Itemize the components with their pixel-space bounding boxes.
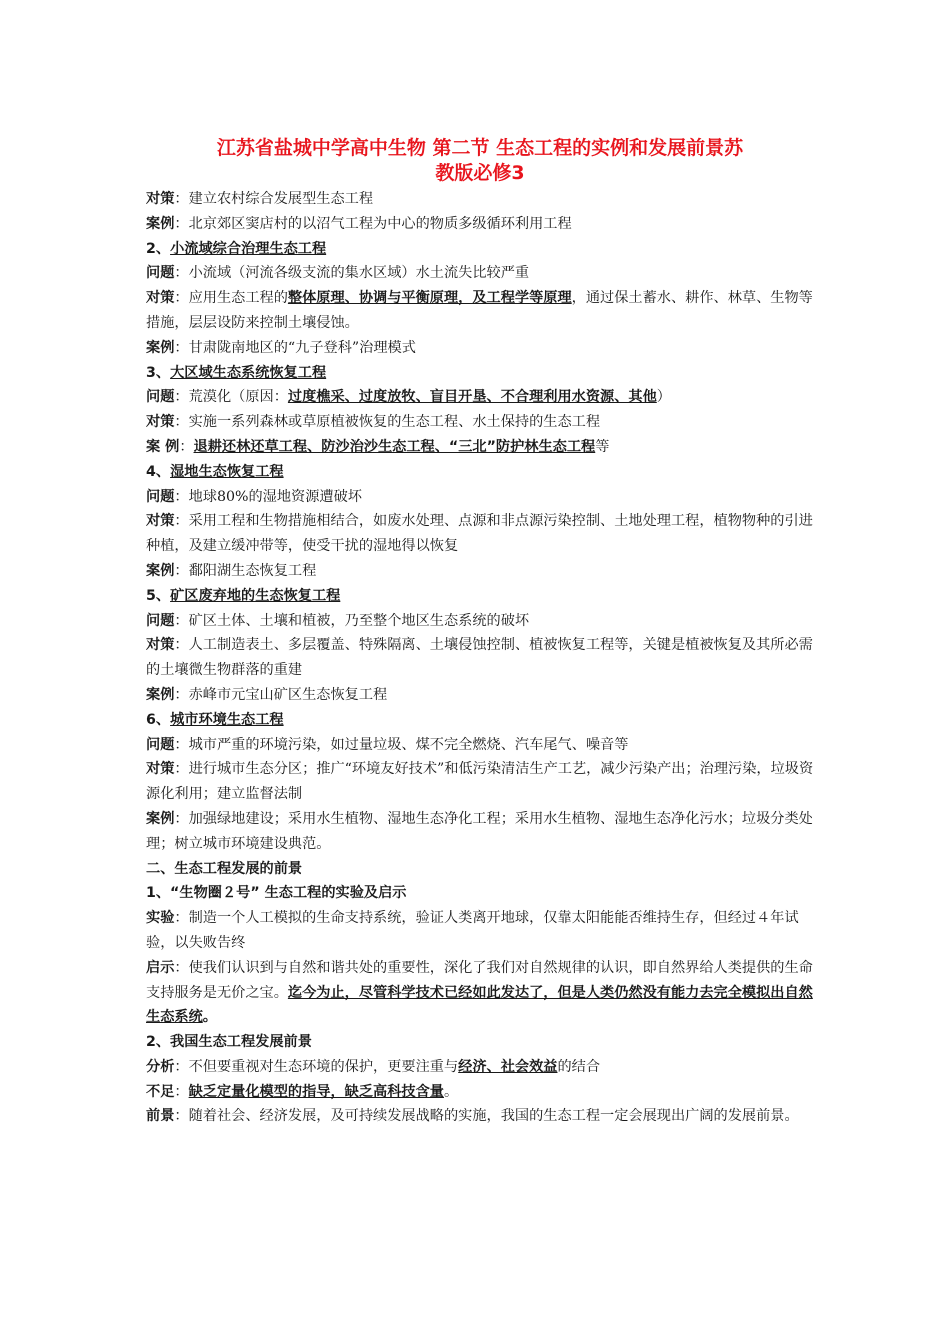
prospect-paragraph: 前景：随着社会、经济发展，及可持续发展战略的实施，我国的生态工程一定会展现出广阔的发展前景。 (146, 1108, 799, 1125)
section-heading: 6、城市环境生态工程 (146, 711, 284, 728)
section-heading: 2、小流域综合治理生态工程 (146, 240, 327, 257)
case-line: 案 例：退耕还林还草工程、防沙治沙生态工程、“三北”防护林生态工程等 (146, 438, 610, 455)
insight-paragraph: 启示：使我们认识到与自然和谐共处的重要性，深化了我们对自然规律的认识，即自然界给人类提供的生命支持服务是无价之宝。迄今为止，尽管科学技术已经如此发达了，但是人类仍然没有能力去完全模拟出自然生态系统。 (146, 959, 813, 1026)
problem-line: 问题：地球80%的湿地资源遭破坏 (146, 488, 362, 505)
countermeasure-line: 对策：建立农村综合发展型生态工程 (146, 191, 374, 207)
countermeasure-paragraph: 对策：人工制造表土、多层覆盖、特殊隔离、土壤侵蚀控制、植被恢复工程等，关键是植被恢复及其所必需的土壤微生物群落的重建 (146, 637, 813, 679)
analysis-line: 分析：不但要重视对生态环境的保护，更要注重与经济、社会效益的结合 (146, 1058, 601, 1075)
shortcoming-line: 不足：缺乏定量化模型的指导，缺乏高科技含量。 (146, 1083, 459, 1100)
countermeasure-paragraph: 对策：采用工程和生物措施相结合，如废水处理、点源和非点源污染控制、土地处理工程，植物物种的引进种植，及建立缓冲带等，使受干扰的湿地得以恢复 (146, 513, 813, 555)
problem-line: 问题：荒漠化（原因：过度樵采、过度放牧、盲目开垦、不合理利用水资源、其他） (146, 389, 671, 406)
countermeasure-paragraph: 对策：进行城市生态分区；推广“环境友好技术”和低污染清洁生产工艺，减少污染产出；治理污染，垃圾资源化利用；建立监督法制 (146, 761, 814, 803)
section-heading: 5、矿区废弃地的生态恢复工程 (146, 587, 341, 604)
countermeasure-line: 对策：实施一系列森林或草原植被恢复的生态工程、水土保持的生态工程 (146, 414, 601, 431)
problem-line: 问题：小流域（河流各级支流的集水区域）水土流失比较严重 (146, 265, 530, 282)
part-heading: 二、生态工程发展的前景 (146, 860, 303, 877)
section-heading: 4、湿地生态恢复工程 (146, 463, 284, 480)
section-heading: 3、大区域生态系统恢复工程 (146, 364, 327, 381)
subsection-heading: 1、“生物圈２号” 生态工程的实验及启示 (146, 885, 407, 902)
document-body (146, 187, 822, 1129)
case-paragraph: 案例：加强绿地建设；采用水生植物、湿地生态净化工程；采用水生植物、湿地生态净化污水；垃圾分类处理；树立城市环境建设典范。 (146, 810, 813, 852)
countermeasure-paragraph: 对策：应用生态工程的整体原理、协调与平衡原理，及工程学等原理，通过保土蓄水、耕作、林草、生物等措施，层层设防来控制土壤侵蚀。 (146, 290, 813, 331)
problem-line: 问题：矿区土体、土壤和植被，乃至整个地区生态系统的破坏 (146, 612, 530, 629)
subsection-heading: 2、我国生态工程发展前景 (146, 1034, 312, 1051)
problem-line: 问题：城市严重的环境污染，如过量垃圾、煤不完全燃烧、汽车尾气、噪音等 (146, 736, 629, 753)
title-line-1: 江苏省盐城中学高中生物 第二节 生态工程的实例和发展前景苏 (216, 137, 744, 159)
case-line: 案例：甘肃陇南地区的“九子登科”治理模式 (146, 339, 416, 356)
title-line-2: 教版必修3 (435, 162, 525, 184)
document-title (140, 136, 820, 186)
case-line: 案例：赤峰市元宝山矿区生态恢复工程 (146, 686, 388, 703)
case-line: 案例：北京郊区窦店村的以沼气工程为中心的物质多级循环利用工程 (146, 215, 572, 232)
experiment-paragraph: 实验：制造一个人工模拟的生命支持系统，验证人类离开地球，仅靠太阳能能否维持生存，但经过４年试验，以失败告终 (146, 910, 799, 951)
case-line: 案例：鄱阳湖生态恢复工程 (146, 562, 317, 579)
